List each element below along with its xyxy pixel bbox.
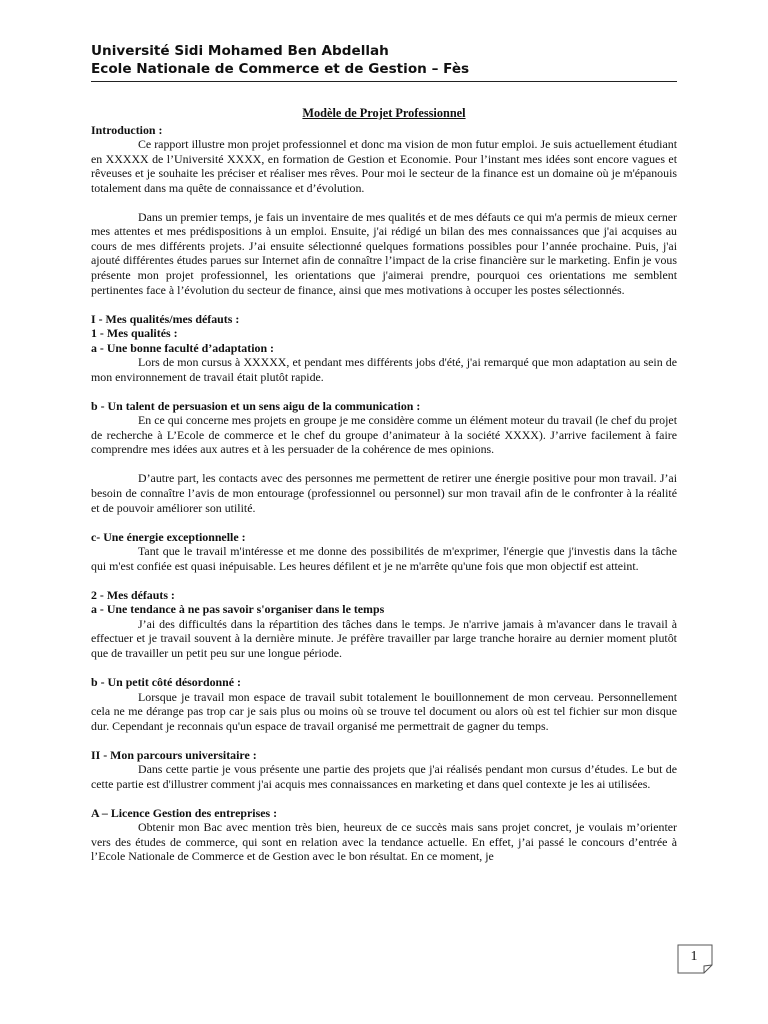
school-name: Ecole Nationale de Commerce et de Gestion – Fès bbox=[91, 61, 470, 77]
spacer bbox=[91, 791, 677, 806]
paragraph-intro-1: Ce rapport illustre mon projet professionnel et donc ma vision de mon futur emploi. Je suis actuellement étudiant en XXXXX de l’Université XXXX, en formation de Gestion et Economie. Pour l’instant mes idées sont encore vagues et rêveuses et je souhaite les préciser et réaliser mes rêves. Pour moi le secteur de la finance est un domaine où je m'épanouis totalement dans ma quête de connaissance et d’évolution. bbox=[91, 137, 677, 195]
paragraph-disorder: Lorsque je travail mon espace de travail subit totalement le bouillonnement de mon cerveau. Personnellement cela ne me dérange pas trop car je sais plus ou moins où se trouve tel document ou alors où est tel fichier sur mon disque dur. Cependant je reconnais qu'un espace de travail organisé me permettrait de gagner du temps. bbox=[91, 689, 677, 733]
paragraph-licence: Obtenir mon Bac avec mention très bien, heureux de ce succès mais sans projet concret, je voulais m’orienter vers des études de commerce, qui sont en relation avec la tendance actuelle. En effet, j’ai passé le concours d’entrée à l’Ecole Nationale de Commerce et de Gestion avec le bon résultat. En ce moment, je bbox=[91, 820, 677, 864]
spacer bbox=[91, 297, 677, 312]
heading-section-2: II - Mon parcours universitaire : bbox=[91, 747, 257, 762]
heading-adaptation: a - Une bonne faculté d’adaptation : bbox=[91, 340, 274, 355]
heading-defects: 2 - Mes défauts : bbox=[91, 587, 175, 602]
paragraph-persuasion-1: En ce qui concerne mes projets en groupe je me considère comme un élément moteur du travail (le chef du projet de recherche à L’Ecole de commerce et le chef du groupe d’animateur à la société XXXX). J’arrive facilement à faire comprendre mes idées aux autres et à les persuader de la cohérence de mes opinions. bbox=[91, 413, 677, 457]
paragraph-persuasion-2: D’autre part, les contacts avec des personnes me permettent de retirer une énergie positive pour mon travail. J’ai besoin de connaître l’avis de mon entourage (professionnel ou personnel) sur mon travail afin de le confronter à la réalité et de pouvoir améliorer son utilité. bbox=[91, 471, 677, 515]
heading-introduction: Introduction : bbox=[91, 122, 163, 137]
paragraph-university-path: Dans cette partie je vous présente une partie des projets que j'ai réalisés pendant mon cursus d’études. Le but de cette partie est d'illustrer comment j'ai acquis mes connaissances en marketing et dans quel contexte je les ai utilisées. bbox=[91, 762, 677, 791]
paragraph-adaptation: Lors de mon cursus à XXXXX, et pendant mes différents jobs d'été, j'ai remarqué que mon adaptation au sein de mon environnement de travail était plutôt rapide. bbox=[91, 355, 677, 384]
heading-licence: A – Licence Gestion des entreprises : bbox=[91, 805, 278, 820]
paragraph-intro-2: Dans un premier temps, je fais un inventaire de mes qualités et de mes défauts ce qui m'a permis de mieux cerner mes attentes et mes prédispositions à un emploi. Ensuite, j'ai rédigé un bilan des mes connaissances que j'ai acquises au cours de mes différents projets. J’ai ensuite sélectionné quelques formations possibles pour l’année prochaine. Puis, j'ai ajouté différentes études parues sur Internet afin de connaître l’impact de la crise financière sur le marketing. Enfin je vous présente mon projet professionnel, les orientations que j'aimerai prendre, pourquoi ces orientations me semblent pertinentes face à l’évolution du secteur de finance, ainsi que mes motivations à occuper les postes sélectionnés. bbox=[91, 209, 677, 297]
spacer bbox=[91, 457, 677, 472]
university-name: Université Sidi Mohamed Ben Abdellah bbox=[91, 43, 389, 59]
spacer bbox=[91, 661, 677, 676]
page-header bbox=[91, 42, 677, 78]
page-number: 1 bbox=[690, 949, 698, 964]
spacer bbox=[91, 515, 677, 530]
heading-section-1: I - Mes qualités/mes défauts : bbox=[91, 311, 240, 326]
document-body bbox=[91, 106, 677, 864]
heading-persuasion: b - Un talent de persuasion et un sens aigu de la communication : bbox=[91, 398, 421, 413]
heading-qualities: 1 - Mes qualités : bbox=[91, 326, 178, 341]
paragraph-energy: Tant que le travail m'intéresse et me donne des possibilités de m'exprimer, l'énergie que j'investis dans la tâche qui m'est confiée est quasi inépuisable. Les heures défilent et je ne m'arrête qu'une fois que mon objectif est atteint. bbox=[91, 544, 677, 573]
heading-energy: c- Une énergie exceptionnelle : bbox=[91, 529, 246, 544]
heading-disorder: b - Un petit côté désordonné : bbox=[91, 675, 241, 689]
page-number-box bbox=[677, 944, 715, 974]
spacer bbox=[91, 733, 677, 748]
spacer bbox=[91, 195, 677, 210]
paragraph-time-organisation: J’ai des difficultés dans la répartition des tâches dans le temps. Je n'arrive jamais à m'avancer dans le travail à effectuer et je travail souvent à la dernière minute. Je préfère travailler par large tranche horaire au dernier moment plutôt que de travailler un petit peu sur une longue période. bbox=[91, 616, 677, 660]
spacer bbox=[91, 384, 677, 399]
spacer bbox=[91, 573, 677, 588]
document-title: Modèle de Projet Professionnel bbox=[302, 106, 466, 120]
header-divider bbox=[91, 81, 677, 82]
heading-time-organisation: a - Une tendance à ne pas savoir s'organiser dans le temps bbox=[91, 602, 385, 617]
